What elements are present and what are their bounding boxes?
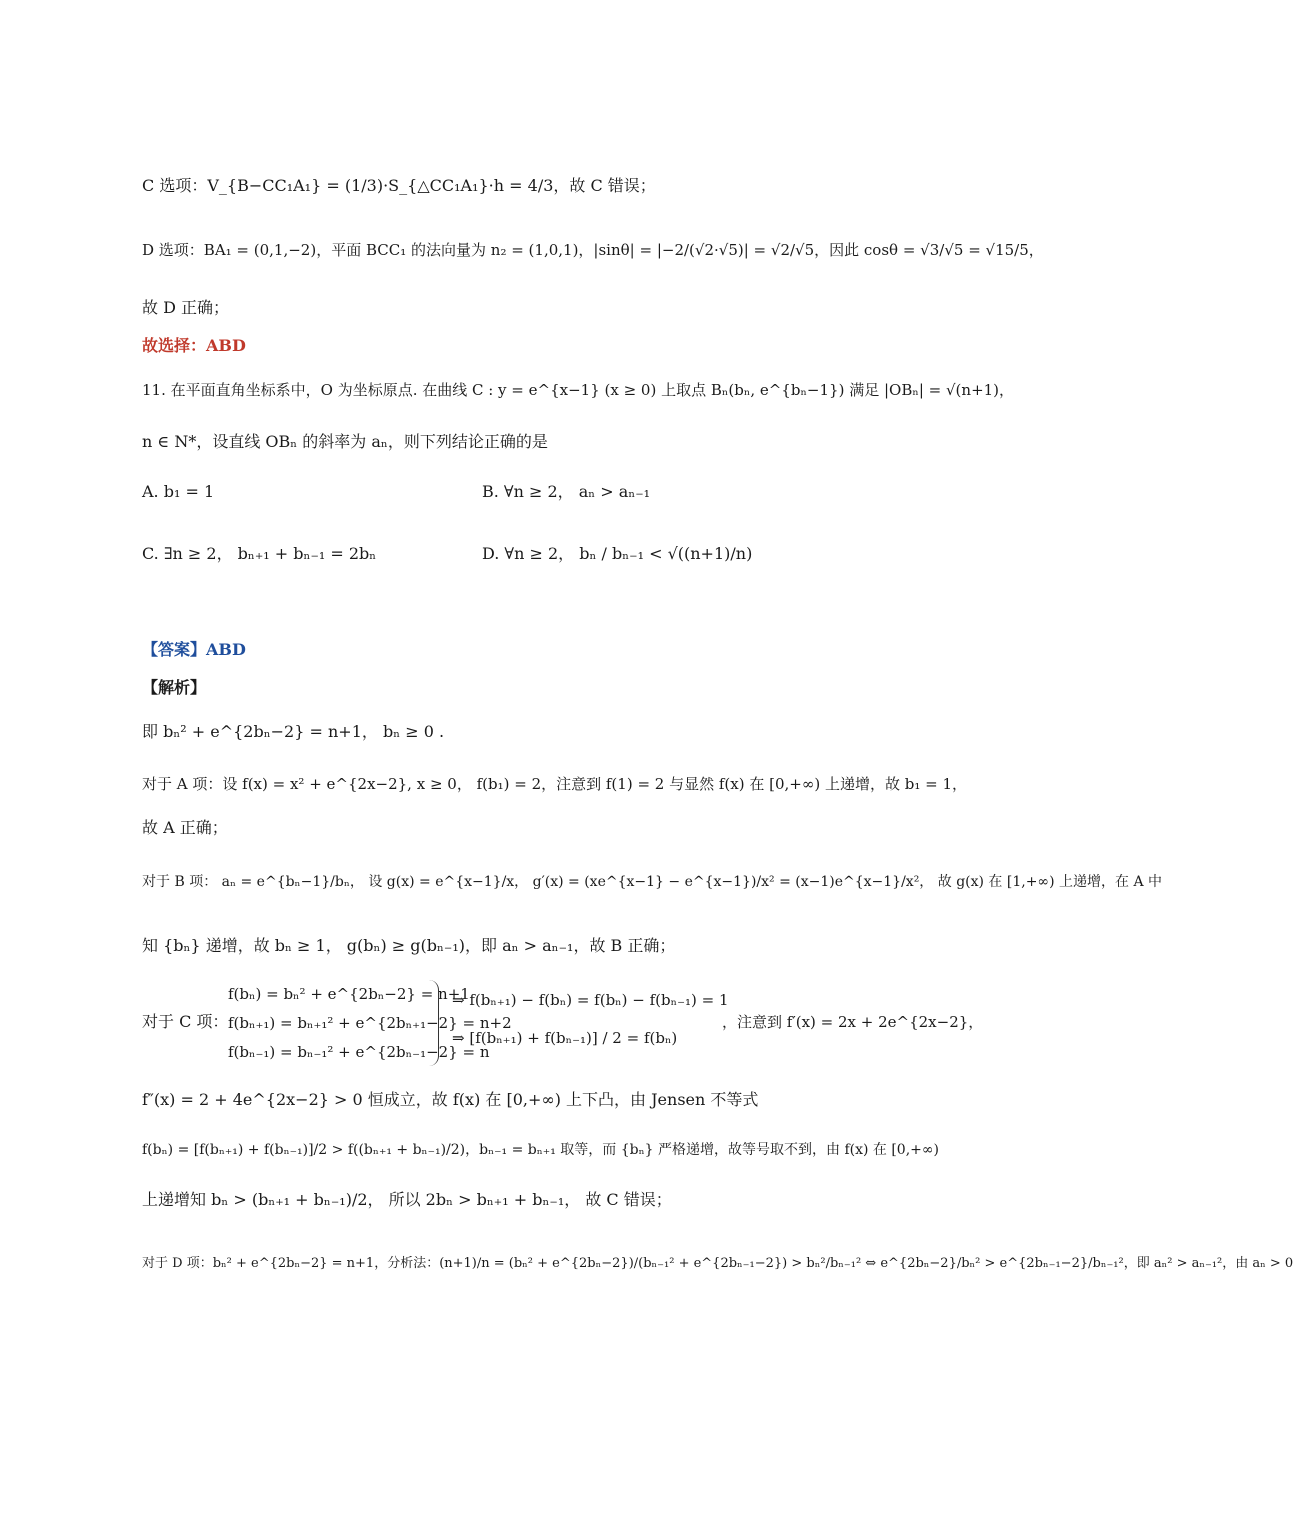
option-a: A. b₁ = 1 bbox=[142, 482, 215, 501]
analysis-line-1: 即 bₙ² + e^{2bₙ−2} = n+1， bₙ ≥ 0 . bbox=[142, 722, 445, 741]
c-note: ，注意到 f′(x) = 2x + 2e^{2x−2}， bbox=[722, 1013, 984, 1031]
question-11-line-1: 11. 在平面直角坐标系中，O 为坐标原点. 在曲线 C : y = e^{x−1} (x ≥ 0) 上取点 Bₙ(bₙ, e^{bₙ−1}) 满足 |OBₙ| = √(n+1)， bbox=[142, 381, 1015, 399]
analysis-line-d: 对于 D 项：bₙ² + e^{2bₙ−2} = n+1，分析法：(n+1)/n = (bₙ² + e^{2bₙ−2})/(bₙ₋₁² + e^{2bₙ₋₁−2}) > bₙ²/bₙ₋₁² ⇔ e^{2bₙ−2}/bₙ² > e^{2bₙ₋₁−2}/bₙ₋₁²，即 aₙ² > aₙ₋₁²，由 aₙ > 0 bbox=[142, 1256, 1293, 1271]
c-system-eq-3: f(bₙ₋₁) = bₙ₋₁² + e^{2bₙ₋₁−2} = n bbox=[228, 1043, 490, 1061]
c-implication-2: ⇒ [f(bₙ₊₁) + f(bₙ₋₁)] / 2 = f(bₙ) bbox=[452, 1029, 678, 1047]
analysis-line-a: 对于 A 项：设 f(x) = x² + e^{2x−2}, x ≥ 0， f(b₁) = 2，注意到 f(1) = 2 与显然 f(x) 在 [0,+∞) 上递增，故 b₁ = 1， bbox=[142, 775, 967, 793]
d-option-line: D 选项：BA₁ = (0,1,−2)，平面 BCC₁ 的法向量为 n₂ = (1,0,1)，|sinθ| = |−2/(√2·√5)| = √2/√5，因此 cosθ = √3/√5 = √15/5， bbox=[142, 241, 1044, 259]
analysis-line-c-conclusion: 上递增知 bₙ > (bₙ₊₁ + bₙ₋₁)/2， 所以 2bₙ > bₙ₊₁ + bₙ₋₁， 故 C 错误； bbox=[142, 1190, 672, 1209]
analysis-line-convex: f″(x) = 2 + 4e^{2x−2} > 0 恒成立，故 f(x) 在 [0,+∞) 上下凸，由 Jensen 不等式 bbox=[142, 1090, 759, 1109]
option-b: B. ∀n ≥ 2， aₙ > aₙ₋₁ bbox=[482, 482, 651, 501]
c-implication-1: ⇒ f(bₙ₊₁) − f(bₙ) = f(bₙ) − f(bₙ₋₁) = 1 bbox=[452, 991, 729, 1009]
option-c: C. ∃n ≥ 2， bₙ₊₁ + bₙ₋₁ = 2bₙ bbox=[142, 544, 377, 563]
option-d: D. ∀n ≥ 2， bₙ / bₙ₋₁ < √((n+1)/n) bbox=[482, 544, 753, 563]
choose-line bbox=[142, 336, 246, 356]
c-analysis-prefix: 对于 C 项： bbox=[142, 1012, 229, 1031]
answer-label: 【答案】ABD bbox=[142, 640, 246, 659]
choose-prefix: 故选择： bbox=[142, 336, 207, 355]
c-option-line: C 选项：V_{B−CC₁A₁} = (1/3)·S_{△CC₁A₁}·h = 4/3，故 C 错误； bbox=[142, 176, 656, 195]
analysis-line-b: 对于 B 项： aₙ = e^{bₙ−1}/bₙ， 设 g(x) = e^{x−1}/x， g′(x) = (xe^{x−1} − e^{x−1})/x² = (x−1)e^{x−1}/x²， 故 g(x) 在 [1,+∞) 上递增，在 A 中 bbox=[142, 874, 1163, 890]
choose-answer: ABD bbox=[206, 336, 246, 355]
c-system-eq-1: f(bₙ) = bₙ² + e^{2bₙ−2} = n+1 bbox=[228, 985, 470, 1003]
question-11-line-2: n ∈ N*，设直线 OBₙ 的斜率为 aₙ，则下列结论正确的是 bbox=[142, 432, 548, 451]
analysis-line-jensen: f(bₙ) = [f(bₙ₊₁) + f(bₙ₋₁)]/2 > f((bₙ₊₁ + bₙ₋₁)/2)，bₙ₋₁ = bₙ₊₁ 取等，而 {bₙ} 严格递增，故等号取不到，由 f(x) 在 [0,+∞) bbox=[142, 1142, 940, 1158]
c-system-eq-2: f(bₙ₊₁) = bₙ₊₁² + e^{2bₙ₊₁−2} = n+2 bbox=[228, 1014, 512, 1032]
analysis-line-a-conclusion: 故 A 正确； bbox=[142, 818, 228, 837]
system-brace bbox=[428, 980, 439, 1066]
d-correct-line: 故 D 正确； bbox=[142, 298, 230, 317]
analysis-line-b-conclusion: 知 {bₙ} 递增，故 bₙ ≥ 1， g(bₙ) ≥ g(bₙ₋₁)，即 aₙ > aₙ₋₁，故 B 正确； bbox=[142, 936, 676, 955]
analysis-label: 【解析】 bbox=[142, 678, 207, 697]
